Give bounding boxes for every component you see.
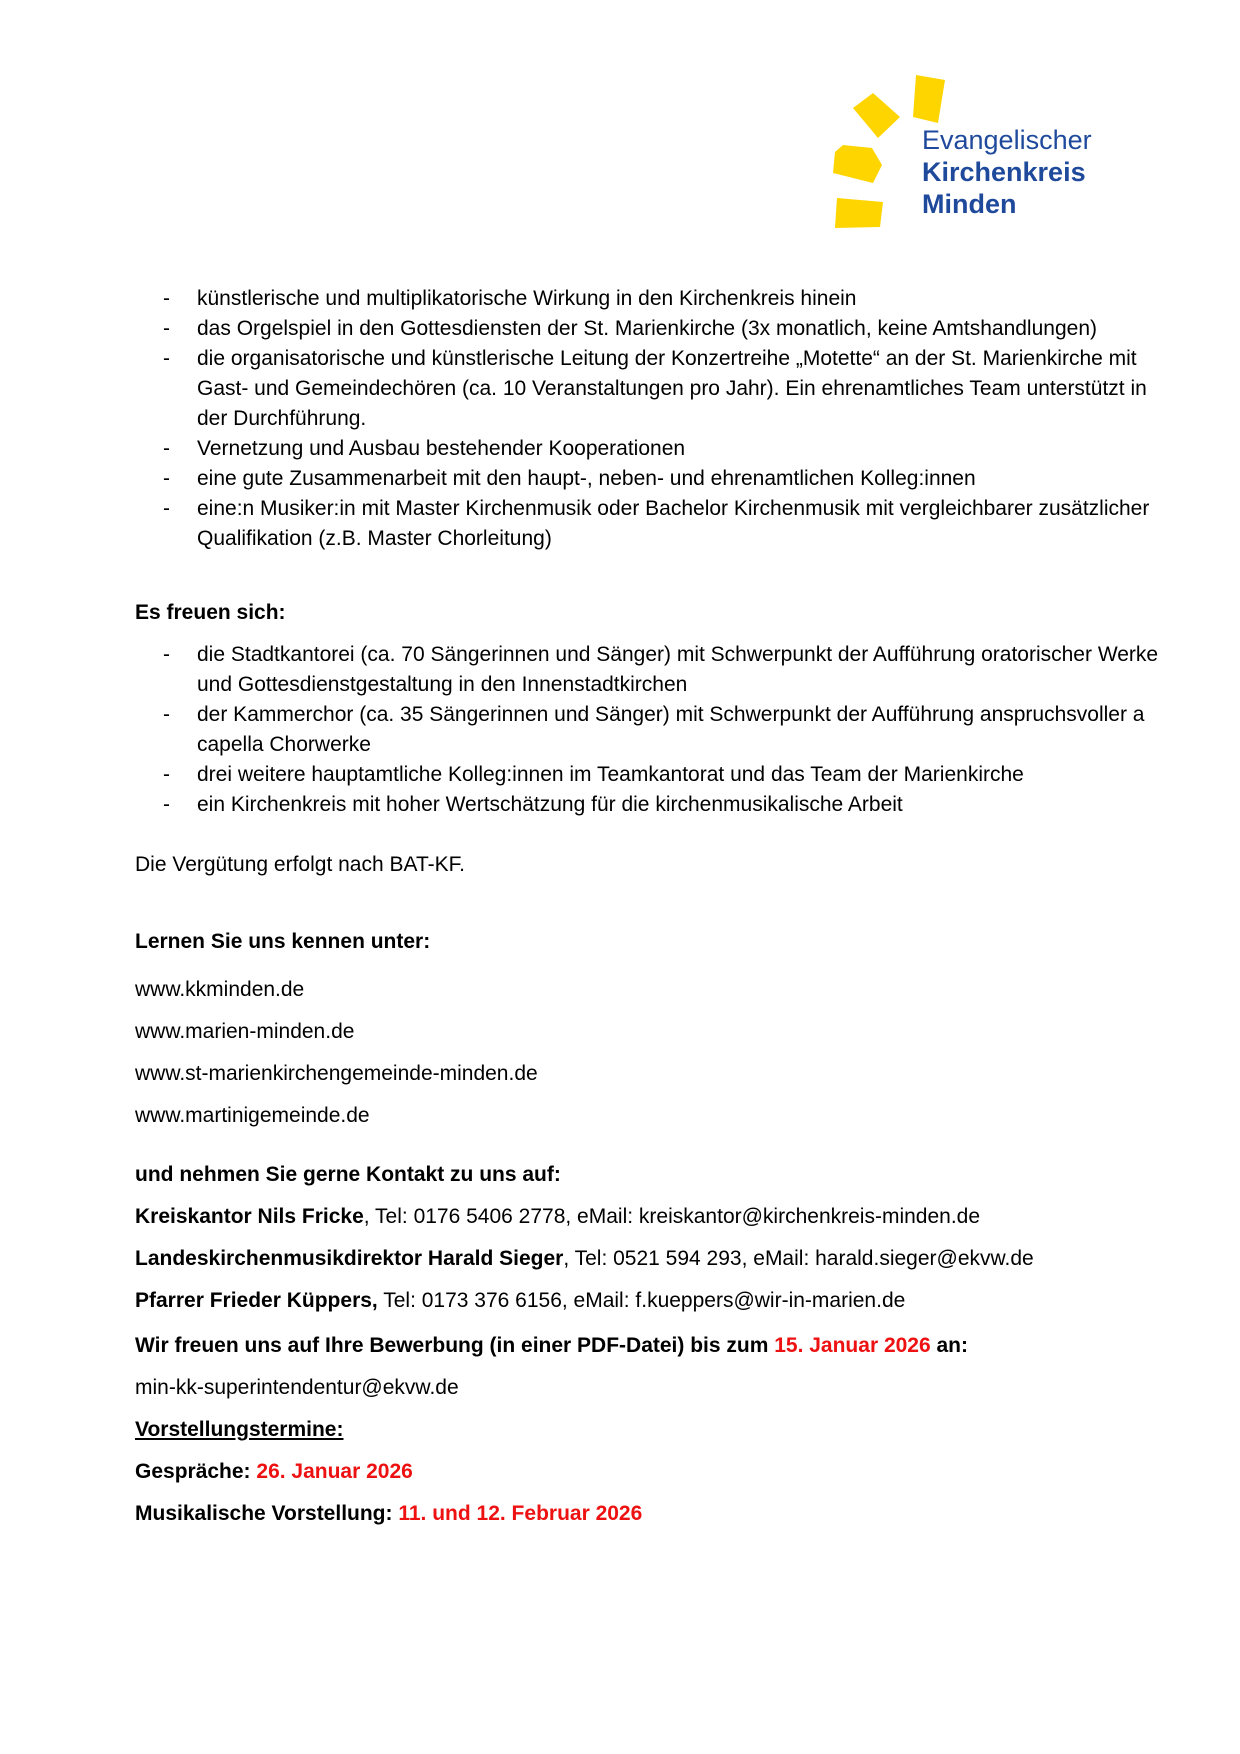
section-heading-joy: Es freuen sich: bbox=[135, 601, 286, 624]
website-url: www.st-marienkirchengemeinde-minden.de bbox=[135, 1062, 538, 1085]
website-url: www.kkminden.de bbox=[135, 978, 305, 1001]
contact-details: Tel: 0173 376 6156, eMail: f.kueppers@wir-in-marien.de bbox=[377, 1289, 906, 1312]
logo-petal-bottom bbox=[835, 198, 883, 228]
logo-petal-upper bbox=[853, 93, 900, 138]
contact-name: Kreiskantor Nils Fricke bbox=[135, 1205, 364, 1228]
website-url: www.marien-minden.de bbox=[135, 1020, 355, 1043]
list-item: - Vernetzung und Ausbau bestehender Kooperationen bbox=[135, 434, 1165, 464]
logo-line-2: Kirchenkreis bbox=[922, 157, 1086, 187]
offers-list bbox=[135, 284, 1165, 554]
contact-details: , Tel: 0521 594 293, eMail: harald.sieger@ekvw.de bbox=[563, 1247, 1034, 1270]
pay-note: Die Vergütung erfolgt nach BAT-KF. bbox=[135, 853, 465, 876]
document-body bbox=[135, 284, 1165, 1541]
section-heading-contact: und nehmen Sie gerne Kontakt zu uns auf: bbox=[135, 1163, 561, 1186]
contact-line bbox=[135, 1244, 1165, 1274]
list-item: - ein Kirchenkreis mit hoher Wertschätzung für die kirchenmusikalische Arbeit bbox=[135, 790, 1165, 820]
contact-name: Landeskirchenmusikdirektor Harald Sieger bbox=[135, 1247, 564, 1270]
list-item: - eine:n Musiker:in mit Master Kirchenmusik oder Bachelor Kirchenmusik mit vergleichbarer zusätzlicher Qualifikation (z.B. Master Chorleitung) bbox=[135, 494, 1165, 554]
application-email: min-kk-superintendentur@ekvw.de bbox=[135, 1376, 459, 1399]
list-item: - die Stadtkantorei (ca. 70 Sängerinnen und Sänger) mit Schwerpunkt der Aufführung oratorischer Werke und Gottesdienstgestaltung in den Innenstadtkirchen bbox=[135, 640, 1165, 700]
list-item: - das Orgelspiel in den Gottesdiensten der St. Marienkirche (3x monatlich, keine Amtshandlungen) bbox=[135, 314, 1165, 344]
logo-wordmark bbox=[922, 124, 1092, 220]
audition-line bbox=[135, 1499, 1165, 1529]
contact-line bbox=[135, 1286, 1165, 1316]
logo-line-1: Evangelischer bbox=[922, 125, 1092, 155]
application-text-before: Wir freuen uns auf Ihre Bewerbung (in einer PDF-Datei) bis zum bbox=[135, 1334, 775, 1357]
website-url: www.martinigemeinde.de bbox=[135, 1104, 370, 1127]
contact-line bbox=[135, 1202, 1165, 1232]
application-text-after: an: bbox=[930, 1334, 969, 1357]
audition-label: Musikalische Vorstellung: bbox=[135, 1502, 399, 1525]
url-list bbox=[135, 975, 1165, 1131]
talks-label: Gespräche: bbox=[135, 1460, 257, 1483]
contact-name: Pfarrer Frieder Küppers, bbox=[135, 1289, 378, 1312]
logo-line-3: Minden bbox=[922, 189, 1017, 219]
talks-line bbox=[135, 1457, 1165, 1487]
list-item: - eine gute Zusammenarbeit mit den haupt-, neben- und ehrenamtlichen Kolleg:innen bbox=[135, 464, 1165, 494]
list-item: - drei weitere hauptamtliche Kolleg:innen im Teamkantorat und das Team der Marienkirche bbox=[135, 760, 1165, 790]
appointments-heading: Vorstellungstermine: bbox=[135, 1418, 344, 1441]
contact-details: , Tel: 0176 5406 2778, eMail: kreiskantor@kirchenkreis-minden.de bbox=[363, 1205, 981, 1228]
application-line bbox=[135, 1331, 1165, 1361]
logo-petal-middle bbox=[833, 145, 882, 183]
list-item: - die organisatorische und künstlerische Leitung der Konzertreihe „Motette“ an der St. Marienkirche mit Gast- und Gemeindechören (ca. 10 Veranstaltungen pro Jahr). Ein ehrenamtliches Team unterstützt in der Durchführung. bbox=[135, 344, 1165, 434]
list-item: - der Kammerchor (ca. 35 Sängerinnen und Sänger) mit Schwerpunkt der Aufführung anspruchsvoller a capella Chorwerke bbox=[135, 700, 1165, 760]
section-heading-know-us: Lernen Sie uns kennen unter: bbox=[135, 930, 431, 953]
audition-date: 11. und 12. Februar 2026 bbox=[398, 1502, 643, 1525]
logo-petal-top bbox=[913, 75, 945, 123]
joy-list bbox=[135, 640, 1165, 820]
list-item: - künstlerische und multiplikatorische Wirkung in den Kirchenkreis hinein bbox=[135, 284, 1165, 314]
talks-date: 26. Januar 2026 bbox=[256, 1460, 413, 1483]
application-deadline: 15. Januar 2026 bbox=[774, 1334, 931, 1357]
